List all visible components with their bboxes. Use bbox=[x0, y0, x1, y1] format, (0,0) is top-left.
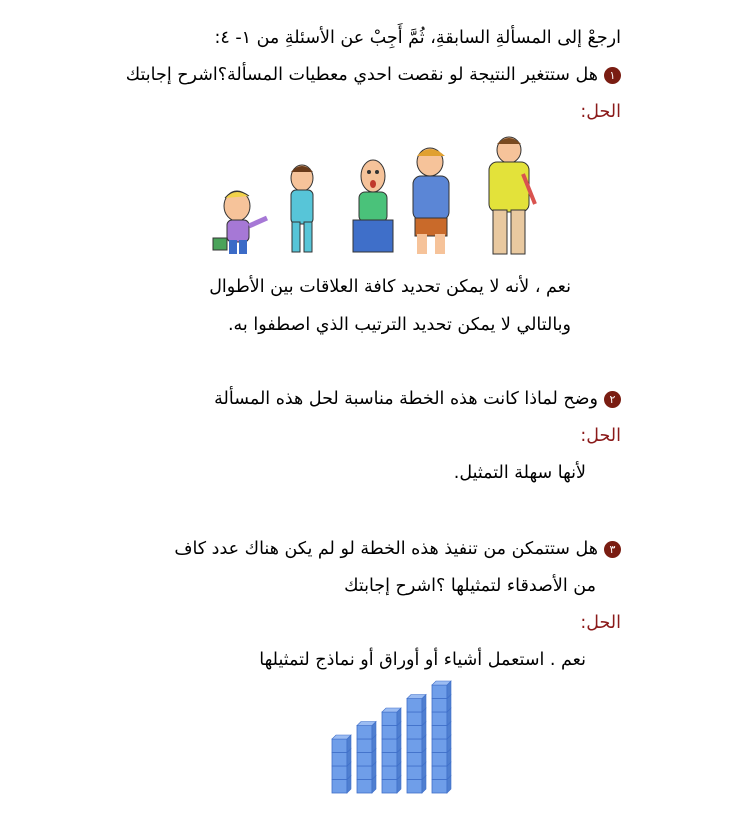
question-1 bbox=[126, 63, 621, 87]
solution-label-1: الحل: bbox=[580, 102, 621, 122]
answer-3: نعم . استعمل أشياء أو أوراق أو نماذج لتمثيلها bbox=[259, 650, 586, 670]
solution-label-3: الحل: bbox=[580, 613, 621, 633]
unit-cube bbox=[407, 780, 422, 794]
cube-stack bbox=[432, 681, 451, 793]
unit-cube bbox=[357, 753, 372, 767]
unit-cube bbox=[382, 753, 397, 767]
question-3-text-line-2: من الأصدقاء لتمثيلها ؟اشرح إجابتك bbox=[344, 576, 596, 596]
unit-cube bbox=[382, 712, 397, 726]
question-number-badge: ٣ bbox=[604, 541, 621, 558]
unit-cube bbox=[357, 780, 372, 794]
answer-1-line-1: نعم ، لأنه لا يمكن تحديد كافة العلاقات بين الأطوال bbox=[209, 277, 571, 297]
unit-cube bbox=[332, 739, 347, 753]
cube-stack bbox=[332, 735, 351, 793]
question-3-text-line-1: هل ستتمكن من تنفيذ هذه الخطة لو لم يكن هناك عدد كاف bbox=[174, 539, 598, 559]
child-3-figure bbox=[353, 160, 393, 252]
unit-cube bbox=[407, 699, 422, 713]
cube-stack bbox=[382, 708, 401, 793]
unit-cube bbox=[432, 685, 447, 699]
unit-cube bbox=[432, 726, 447, 740]
intro-text: ارجعْ إلى المسألةِ السابقةِ، ثُمَّ أَجِبْ عن الأسئلةِ من ١- ٤: bbox=[214, 28, 621, 48]
unit-cube bbox=[432, 712, 447, 726]
cube-stack bbox=[407, 695, 426, 794]
unit-cube bbox=[357, 766, 372, 780]
cube-stack bbox=[357, 722, 376, 794]
question-2-text: وضح لماذا كانت هذه الخطة مناسبة لحل هذه المسألة bbox=[214, 389, 598, 409]
unit-cube bbox=[407, 726, 422, 740]
question-number-badge: ١ bbox=[604, 67, 621, 84]
question-1-text: هل ستتغير النتيجة لو نقصت احدي معطيات المسألة؟اشرح إجابتك bbox=[125, 65, 598, 85]
unit-cube bbox=[407, 739, 422, 753]
unit-cube bbox=[432, 739, 447, 753]
unit-cube bbox=[407, 766, 422, 780]
unit-cube bbox=[432, 753, 447, 767]
unit-cube bbox=[357, 726, 372, 740]
unit-cube bbox=[357, 739, 372, 753]
answer-1-line-2: وبالتالي لا يمكن تحديد الترتيب الذي اصطفوا به. bbox=[227, 315, 571, 335]
unit-cube bbox=[382, 739, 397, 753]
child-5-figure bbox=[489, 137, 535, 254]
question-2 bbox=[214, 387, 621, 411]
question-number-badge: ٢ bbox=[604, 391, 621, 408]
child-4-figure bbox=[413, 148, 449, 254]
unit-cube bbox=[332, 753, 347, 767]
unit-cube bbox=[332, 780, 347, 794]
unit-cube bbox=[432, 699, 447, 713]
unit-cube bbox=[382, 726, 397, 740]
unit-cube bbox=[332, 766, 347, 780]
unit-cube bbox=[432, 766, 447, 780]
question-3 bbox=[174, 537, 621, 561]
answer-2: لأنها سهلة التمثيل. bbox=[453, 463, 586, 483]
unit-cube bbox=[382, 766, 397, 780]
unit-cube bbox=[382, 780, 397, 794]
solution-label-2: الحل: bbox=[580, 426, 621, 446]
child-2-figure bbox=[291, 165, 313, 252]
unit-cube bbox=[432, 780, 447, 794]
unit-cube bbox=[407, 712, 422, 726]
children-lineup-illustration bbox=[205, 134, 555, 262]
child-1-figure bbox=[213, 191, 267, 254]
cube-stacks-illustration bbox=[328, 670, 460, 796]
unit-cube bbox=[407, 753, 422, 767]
